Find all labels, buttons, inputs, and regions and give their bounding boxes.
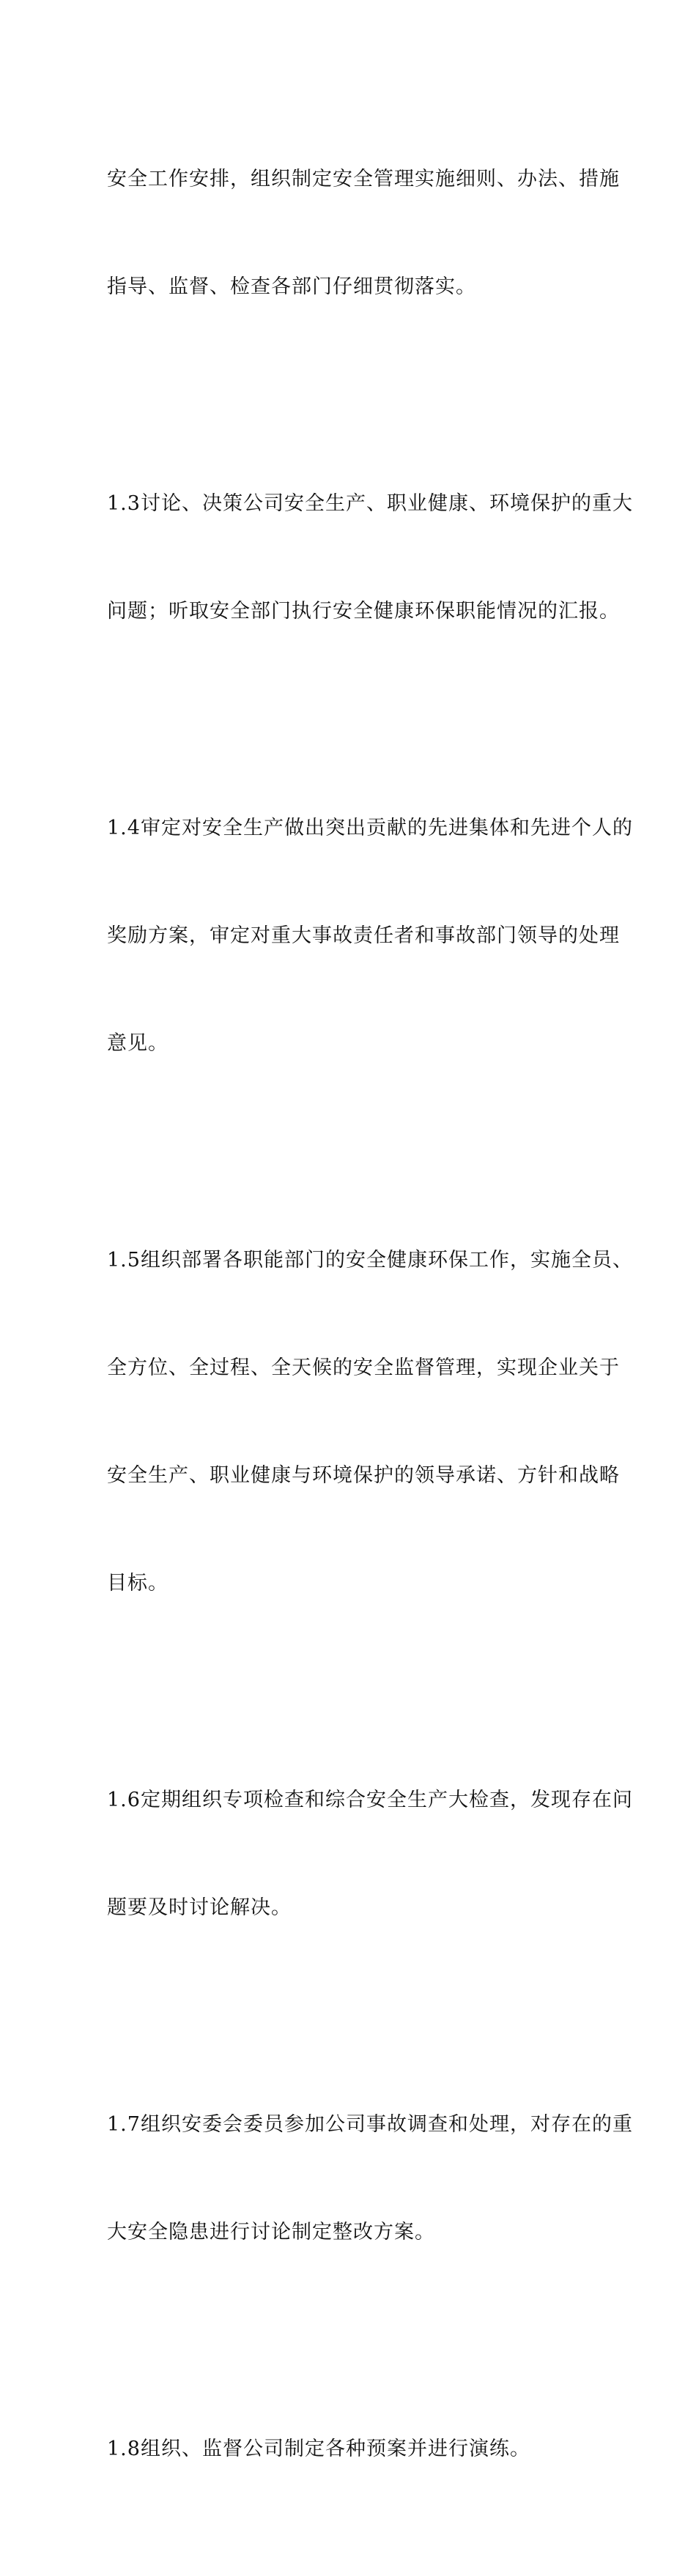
- paragraph-line: 1.6定期组织专项检查和综合安全生产大检查，发现存在问: [107, 1789, 633, 1811]
- paragraph-line: 1.7组织安委会委员参加公司事故调查和处理，对存在的重: [107, 2113, 633, 2136]
- paragraph-line: 1.5组织部署各职能部门的安全健康环保工作，实施全员、: [107, 1249, 633, 1272]
- document-body: [107, 89, 633, 2576]
- paragraph-line: 1.4审定对安全生产做出突出贡献的先进集体和先进个人的: [107, 817, 633, 839]
- paragraph-1: [107, 89, 620, 376]
- paragraph-line: 意见。: [107, 1032, 169, 1055]
- paragraph-line: 题要及时讨论解决。: [107, 1896, 292, 1919]
- paragraph-line: 1.3讨论、决策公司安全生产、职业健康、环境保护的重大: [107, 492, 633, 515]
- paragraph-line: 1.8组织、监督公司制定各种预案并进行演练。: [107, 2438, 530, 2460]
- paragraph-1-3: [107, 414, 633, 701]
- paragraph-line: 全方位、全过程、全天候的安全监督管理，实现企业关于: [107, 1356, 620, 1379]
- paragraph-1-7: [107, 2035, 633, 2322]
- paragraph-line: 安全工作安排，组织制定安全管理实施细则、办法、措施: [107, 168, 620, 190]
- paragraph-line: 指导、监督、检查各部门仔细贯彻落实。: [107, 275, 476, 298]
- paragraph-line: 目标。: [107, 1572, 169, 1595]
- paragraph-line: 奖励方案，审定对重大事故责任者和事故部门领导的处理: [107, 924, 620, 947]
- paragraph-1-8: [107, 2359, 596, 2539]
- paragraph-1-5: [107, 1170, 633, 1673]
- paragraph-line: 问题；听取安全部门执行安全健康环保职能情况的汇报。: [107, 600, 620, 623]
- paragraph-1-4: [107, 738, 633, 1133]
- paragraph-line: 安全生产、职业健康与环境保护的领导承诺、方针和战略: [107, 1464, 620, 1487]
- paragraph-line: 大安全隐患进行讨论制定整改方案。: [107, 2221, 435, 2243]
- paragraph-1-6: [107, 1710, 633, 1997]
